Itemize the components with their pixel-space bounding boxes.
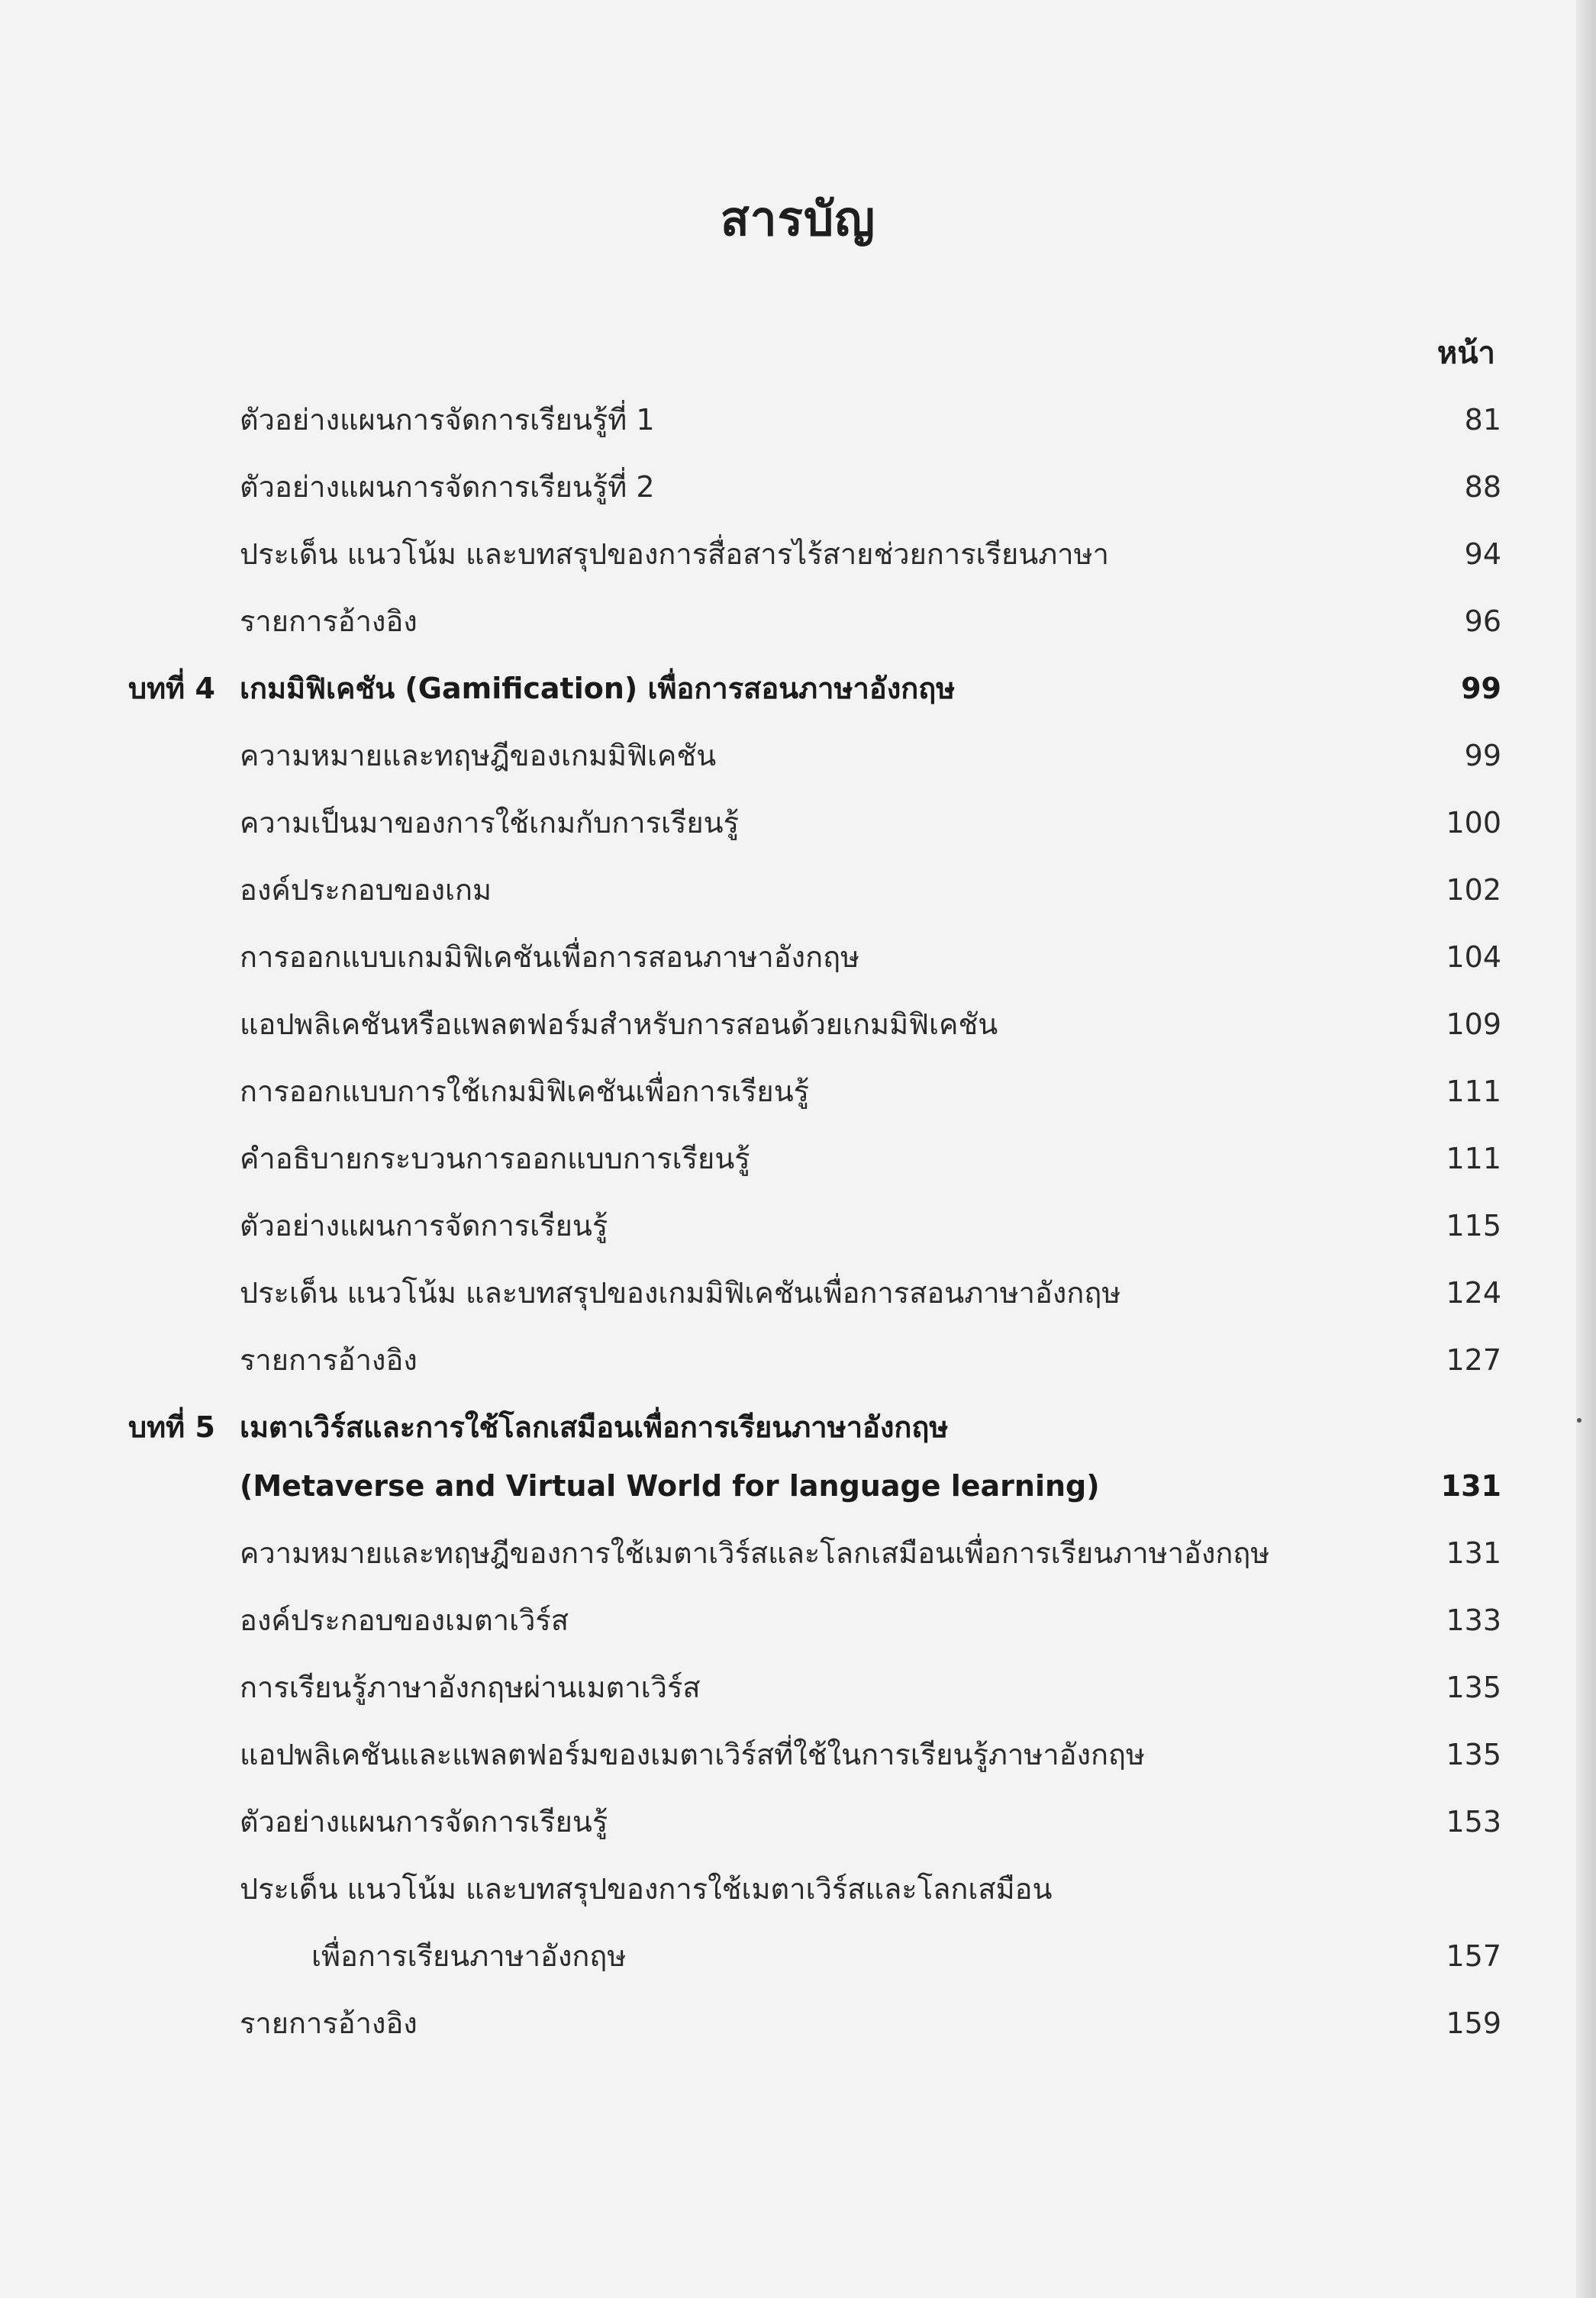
toc-entry — [0, 459, 1596, 514]
toc-entry — [0, 1727, 1596, 1782]
toc-entry-page: 109 — [1446, 1007, 1501, 1041]
toc-entry-page: 133 — [1446, 1603, 1501, 1637]
toc-entry-page: 96 — [1464, 604, 1501, 638]
toc-chapter-subtitle-text: (Metaverse and Virtual World for language learning) — [240, 1469, 1100, 1503]
toc-chapter-entry — [0, 1400, 1596, 1455]
toc-entry-page: 131 — [1440, 1469, 1501, 1503]
toc-entry-label: ตัวอย่างแผนการจัดการเรียนรู้ — [240, 1805, 608, 1839]
toc-entry — [0, 1660, 1596, 1715]
toc-entry — [0, 728, 1596, 783]
toc-entry-label: แอปพลิเคชันและแพลตฟอร์มของเมตาเวิร์สที่ใช้ในการเรียนรู้ภาษาอังกฤษ — [240, 1738, 1146, 1771]
toc-entry-page: 135 — [1446, 1671, 1501, 1704]
toc-entry — [0, 527, 1596, 582]
chapter-number: บทที่ 4 — [128, 672, 215, 705]
toc-chapter-subtitle — [0, 1458, 1596, 1513]
toc-chapter-title: เกมมิฟิเคชัน (Gamification) เพื่อการสอนภาษาอังกฤษ — [240, 672, 956, 705]
toc-entry-label: รายการอ้างอิง — [240, 2006, 418, 2040]
toc-entry-page: 102 — [1446, 873, 1501, 907]
toc-entry-label: องค์ประกอบของเมตาเวิร์ส — [240, 1603, 569, 1637]
toc-entry-label: ความหมายและทฤษฎีของเกมมิฟิเคชัน — [240, 739, 717, 772]
toc-entry-page: 94 — [1464, 537, 1501, 571]
toc-entry-label: เพื่อการเรียนภาษาอังกฤษ — [311, 1939, 627, 1973]
toc-entry-page: 99 — [1461, 672, 1501, 705]
toc-entry-label: ตัวอย่างแผนการจัดการเรียนรู้ — [240, 1209, 608, 1242]
toc-entry — [0, 795, 1596, 850]
toc-entry-continuation — [0, 1929, 1596, 1984]
toc-entry-label: องค์ประกอบของเกม — [240, 873, 492, 907]
toc-entry-page: 159 — [1446, 2006, 1501, 2040]
toc-entry-label: รายการอ้างอิง — [240, 1343, 418, 1377]
toc-entry-page: 157 — [1446, 1939, 1501, 1973]
toc-entry-label: ประเด็น แนวโน้ม และบทสรุปของการใช้เมตาเวิร์สและโลกเสมือน — [240, 1872, 1053, 1906]
toc-entry — [0, 1265, 1596, 1320]
page-title: สารบัญ — [720, 191, 876, 247]
toc-entry — [0, 930, 1596, 985]
toc-entry-label: การออกแบบเกมมิฟิเคชันเพื่อการสอนภาษาอังกฤษ — [240, 940, 860, 974]
toc-entry-page: 100 — [1446, 806, 1501, 840]
toc-entry — [0, 1131, 1596, 1186]
toc-entry — [0, 862, 1596, 917]
toc-entry-page: 127 — [1446, 1343, 1501, 1377]
toc-entry-label: ความหมายและทฤษฎีของการใช้เมตาเวิร์สและโลกเสมือนเพื่อการเรียนภาษาอังกฤษ — [240, 1536, 1270, 1570]
toc-entry-page: 135 — [1446, 1738, 1501, 1771]
toc-entry — [0, 1593, 1596, 1648]
toc-entry-label: คำอธิบายกระบวนการออกแบบการเรียนรู้ — [240, 1142, 750, 1175]
toc-entry-label: การออกแบบการใช้เกมมิฟิเคชันเพื่อการเรียนรู้ — [240, 1075, 810, 1108]
page-column-header: หน้า — [1436, 336, 1495, 371]
toc-entry-label: รายการอ้างอิง — [240, 604, 418, 638]
toc-entry — [0, 594, 1596, 649]
toc-entry-page: 111 — [1446, 1075, 1501, 1108]
toc-entry-label: ตัวอย่างแผนการจัดการเรียนรู้ที่ 2 — [240, 470, 655, 504]
toc-entry — [0, 1333, 1596, 1388]
toc-entry — [0, 1526, 1596, 1581]
toc-entry-label: ประเด็น แนวโน้ม และบทสรุปของการสื่อสารไร้สายช่วยการเรียนภาษา — [240, 537, 1110, 571]
chapter-number: บทที่ 5 — [128, 1410, 215, 1444]
toc-entry — [0, 1064, 1596, 1119]
toc-entry-page: 99 — [1464, 739, 1501, 772]
toc-entry-page: 153 — [1446, 1805, 1501, 1839]
toc-chapter-entry — [0, 661, 1596, 716]
toc-entry-label: การเรียนรู้ภาษาอังกฤษผ่านเมตาเวิร์ส — [240, 1671, 701, 1704]
toc-entry — [0, 1861, 1596, 1916]
toc-entry-label: แอปพลิเคชันหรือแพลตฟอร์มสำหรับการสอนด้วยเกมมิฟิเคชัน — [240, 1007, 998, 1041]
toc-entry-label: ประเด็น แนวโน้ม และบทสรุปของเกมมิฟิเคชันเพื่อการสอนภาษาอังกฤษ — [240, 1276, 1121, 1310]
toc-entry — [0, 1794, 1596, 1849]
toc-entry-label: ความเป็นมาของการใช้เกมกับการเรียนรู้ — [240, 806, 740, 840]
toc-entry — [0, 1198, 1596, 1253]
toc-entry-page: 124 — [1446, 1276, 1501, 1310]
scan-speck — [1577, 1418, 1581, 1423]
toc-entry-page: 111 — [1446, 1142, 1501, 1175]
toc-entry — [0, 997, 1596, 1052]
toc-chapter-title: เมตาเวิร์สและการใช้โลกเสมือนเพื่อการเรียนภาษาอังกฤษ — [240, 1410, 949, 1444]
toc-entry-page: 115 — [1446, 1209, 1501, 1242]
toc-entry-page: 81 — [1464, 403, 1501, 437]
toc-entry-page: 104 — [1446, 940, 1501, 974]
toc-entry-label: ตัวอย่างแผนการจัดการเรียนรู้ที่ 1 — [240, 403, 655, 437]
toc-entry-page: 88 — [1464, 470, 1501, 504]
toc-entry — [0, 1996, 1596, 2051]
toc-entry — [0, 392, 1596, 447]
toc-entry-page: 131 — [1446, 1536, 1501, 1570]
